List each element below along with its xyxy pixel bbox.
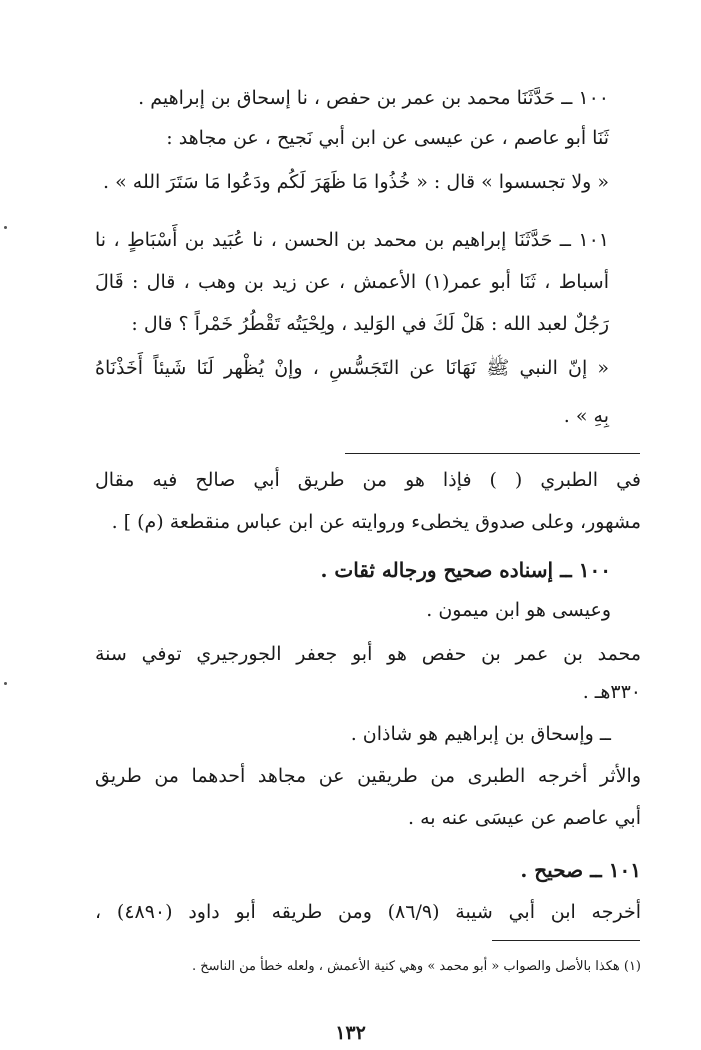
- commentary-100-line-6: أبي عاصم عن عيسَى عنه به .: [408, 807, 641, 829]
- hadith-100-line-3: « ولا تجسسوا » قال : « خُذُوا مَا ظَهَرَ لَكُم ودَعُوا مَا سَتَرَ الله » .: [103, 171, 609, 193]
- hadith-100-line-2: ثَنَا أبو عاصم ، عن عيسى عن ابن أبي نَجيح ، عن مجاهد :: [166, 127, 609, 149]
- commentary-100-heading: ١٠٠ ــ إسناده صحيح ورجاله ثقات .: [320, 558, 611, 582]
- commentary-100-line-3: ٣٣٠هـ .: [582, 681, 641, 703]
- commentary-101-line-1: أخرجه ابن أبي شيبة (٨٦/٩) ومن طريقه أبو داود (٤٨٩٠) ،: [95, 901, 641, 923]
- commentary-100-line-1: وعيسى هو ابن ميمون .: [426, 599, 611, 621]
- commentary-100-line-4: ــ وإسحاق بن إبراهيم هو شاذان .: [350, 723, 611, 745]
- commentary-100-line-5: والأثر أخرجه الطبرى من طريقين عن مجاهد أحدهما من طريق: [95, 765, 641, 787]
- hadith-101-line-2: أسباط ، ثَنَا أبو عمر(١) الأعمش ، عن زيد بن وهب ، قال : قَالَ: [95, 271, 609, 293]
- hadith-101-line-4: « إنّ النبي ﷺ نَهَانَا عن التَجَسُّسِ ، وإنْ يُظْهر لَنَا شَيئاً أَخَذْنَاهُ: [95, 357, 609, 379]
- page-number: ١٣٢: [335, 1022, 366, 1044]
- commentary-100-line-2: محمد بن عمر بن حفص هو أبو جعفر الجورجيري توفي سنة: [95, 643, 641, 665]
- scan-speck: [4, 682, 7, 685]
- commentary-separator: [345, 453, 640, 454]
- footnote-separator: [492, 940, 640, 941]
- hadith-101-line-3: رَجُلٌ لعبد الله : هَلْ لَكَ في الوَليد ، ولِحْيَتُه تَقْطُرُ خَمْراً ؟ قال :: [131, 313, 609, 335]
- hadith-101-line-5: بِهِ » .: [563, 405, 609, 427]
- commentary-carry-line-1: في الطبري ( ) فإذا هو من طريق أبي صالح فيه مقال: [95, 469, 641, 491]
- hadith-101-line-1: ١٠١ ــ حَدَّثَنَا إبراهيم بن محمد بن الحسن ، نا عُبَيد بن أَسْبَاطٍ ، نا: [95, 229, 609, 251]
- footnote-1: (١) هكذا بالأصل والصواب « أبو محمد » وهي كنية الأعمش ، ولعله خطأ من الناسخ .: [191, 959, 641, 974]
- scan-speck: [4, 226, 7, 229]
- commentary-carry-line-2: مشهور، وعلى صدوق يخطىء وروايته عن ابن عباس منقطعة (م) ] .: [111, 511, 641, 533]
- hadith-100-line-1: ١٠٠ ــ حَدَّثَنَا محمد بن عمر بن حفص ، نا إسحاق بن إبراهيم .: [138, 87, 609, 109]
- commentary-101-heading: ١٠١ ــ صحيح .: [520, 858, 641, 882]
